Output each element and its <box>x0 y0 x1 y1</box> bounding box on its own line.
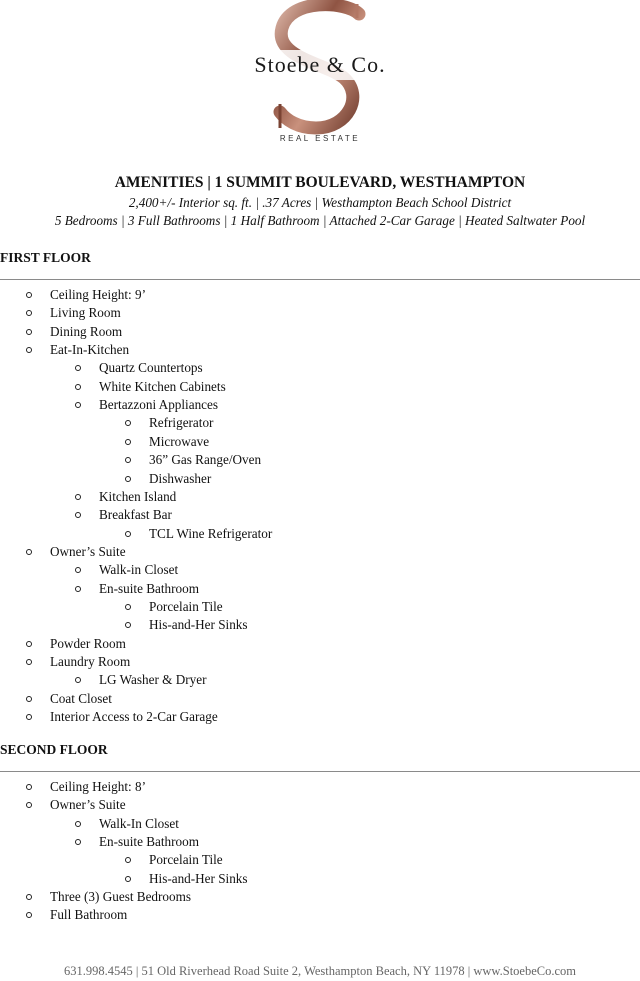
bullet-icon <box>125 857 131 863</box>
bullet-icon <box>125 622 131 628</box>
bullet-icon <box>26 310 32 316</box>
list-item-label: Microwave <box>149 433 210 449</box>
bullet-icon <box>26 641 32 647</box>
bullet-icon <box>75 384 81 390</box>
bullet-icon <box>26 292 32 298</box>
list-item-label: Three (3) Guest Bedrooms <box>50 889 191 905</box>
list-item-label: En-suite Bathroom <box>99 834 199 850</box>
list-item-label: Walk-In Closet <box>99 815 179 831</box>
bullet-icon <box>75 839 81 845</box>
section-divider <box>0 771 640 772</box>
company-logo <box>220 0 420 150</box>
bullet-icon <box>75 677 81 683</box>
second-floor-heading: SECOND FLOOR <box>0 742 108 757</box>
section-divider <box>0 279 640 280</box>
list-item-label: Dining Room <box>50 323 123 339</box>
list-item-label: Living Room <box>50 305 121 321</box>
bullet-icon <box>26 329 32 335</box>
list-item-label: Interior Access to 2-Car Garage <box>50 709 218 725</box>
bullet-icon <box>125 531 131 537</box>
bullet-icon <box>26 696 32 702</box>
bullet-icon <box>26 784 32 790</box>
list-item-label: Quartz Countertops <box>99 360 203 376</box>
list-item-label: En-suite Bathroom <box>99 580 199 596</box>
list-item-label: Laundry Room <box>50 654 131 669</box>
bullet-icon <box>26 894 32 900</box>
list-item-label: Eat-In-Kitchen <box>50 342 130 358</box>
bullet-icon <box>75 586 81 592</box>
bullet-icon <box>125 420 131 426</box>
list-item-label: 36” Gas Range/Oven <box>149 452 262 468</box>
list-item-label: Kitchen Island <box>99 488 177 504</box>
bullet-icon <box>75 494 81 500</box>
bullet-icon <box>125 876 131 882</box>
list-item-label: LG Washer & Dryer <box>99 672 207 688</box>
bullet-icon <box>26 802 32 808</box>
property-features-line: 5 Bedrooms | 3 Full Bathrooms | 1 Half Bathroom | Attached 2-Car Garage | Heated Saltwater Pool <box>54 213 586 228</box>
list-item-label: White Kitchen Cabinets <box>99 378 226 394</box>
list-item-label: TCL Wine Refrigerator <box>149 525 273 541</box>
page-title: AMENITIES | 1 SUMMIT BOULEVARD, WESTHAMPTON <box>114 174 526 191</box>
list-item-label: Breakfast Bar <box>99 507 172 523</box>
list-item-label: Refrigerator <box>149 415 214 431</box>
logo-brand-name: Stoebe & Co. <box>254 52 386 77</box>
bullet-icon <box>26 912 32 918</box>
bullet-icon <box>75 512 81 518</box>
bullet-icon <box>125 604 131 610</box>
list-item-label: Porcelain Tile <box>149 598 223 614</box>
list-item-label: Owner’s Suite <box>50 543 126 559</box>
list-item-label: Owner’s Suite <box>50 797 126 813</box>
bullet-icon <box>26 659 32 665</box>
bullet-icon <box>75 567 81 573</box>
bullet-icon <box>75 821 81 827</box>
list-item-label: Walk-in Closet <box>99 562 179 578</box>
bullet-icon <box>26 714 32 720</box>
property-summary-line: 2,400+/- Interior sq. ft. | .37 Acres | Westhampton Beach School District <box>128 195 512 210</box>
logo-tagline: REAL ESTATE <box>279 134 361 143</box>
bullet-icon <box>125 457 131 463</box>
list-item-label: Dishwasher <box>149 470 212 486</box>
list-item-label: Powder Room <box>50 635 126 651</box>
bullet-icon <box>75 402 81 408</box>
list-item-label: His-and-Her Sinks <box>149 617 248 633</box>
list-item-label: His-and-Her Sinks <box>149 870 248 886</box>
contact-footer: 631.998.4545 | 51 Old Riverhead Road Suite 2, Westhampton Beach, NY 11978 | www.StoebeCo.com <box>63 964 577 978</box>
first-floor-heading: FIRST FLOOR <box>0 250 91 265</box>
bullet-icon <box>75 365 81 371</box>
list-item-label: Porcelain Tile <box>149 852 223 868</box>
bullet-icon <box>26 347 32 353</box>
list-item-label: Bertazzoni Appliances <box>99 397 219 413</box>
list-item-label: Coat Closet <box>50 690 112 706</box>
list-item-label: Full Bathroom <box>50 907 128 923</box>
bullet-icon <box>125 476 131 482</box>
list-item-label: Ceiling Height: 8’ <box>50 779 146 794</box>
bullet-icon <box>26 549 32 555</box>
bullet-icon <box>125 439 131 445</box>
list-item-label: Ceiling Height: 9’ <box>50 287 146 302</box>
